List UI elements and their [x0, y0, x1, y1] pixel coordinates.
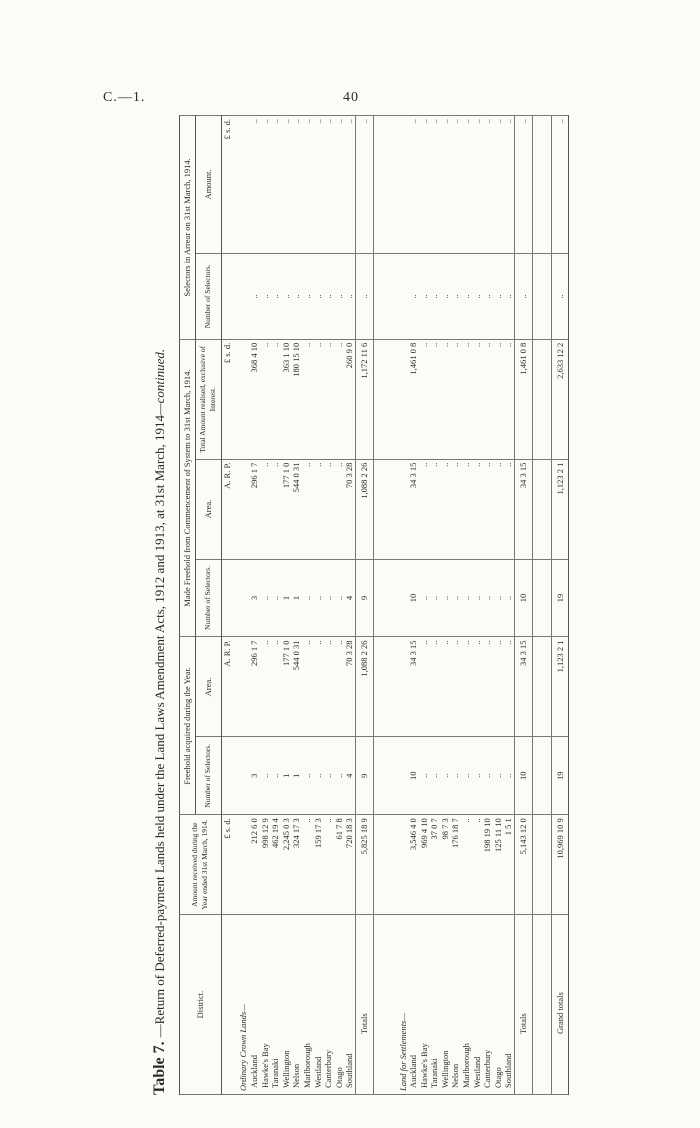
selectors-arrear-cell: .. [493, 253, 504, 339]
selectors-comm-cell: .. [440, 559, 451, 637]
amount-received-cell: 198 19 10 [482, 815, 493, 915]
area-year-cell: 296 1 7 [249, 637, 260, 737]
total-realised-cell: 363 1 10 [281, 339, 292, 459]
selectors-comm-cell: .. [482, 559, 493, 637]
area-year-cell: .. [450, 637, 461, 737]
amount-arrear-cell: .. [429, 116, 440, 254]
amount-received-cell: 1 5 1 [503, 815, 514, 915]
amount-arrear-cell: .. [482, 116, 493, 254]
table-row [344, 116, 355, 1095]
area-year-cell: 1,123 2 1 [551, 637, 569, 737]
selectors-year-cell: 9 [355, 737, 373, 815]
amount-arrear-cell: .. [503, 116, 514, 254]
col-number-selectors-comm: Number of Selectors. [195, 559, 221, 637]
selectors-arrear-cell: .. [302, 253, 313, 339]
area-year-cell: .. [302, 637, 313, 737]
area-comm-cell: .. [323, 459, 334, 559]
area-comm-cell: .. [450, 459, 461, 559]
selectors-comm-cell: 4 [344, 559, 355, 637]
amount-received-cell: 98 7 3 [440, 815, 451, 915]
col-amount-received: Amount received during the Year ended 31st March, 1914. [180, 815, 222, 915]
selectors-comm-cell: .. [334, 559, 345, 637]
col-amount-arrear: Amount. [195, 116, 221, 254]
units-lsd: £ s. d. [221, 815, 232, 915]
area-comm-cell: 544 0 31 [291, 459, 302, 559]
amount-received-cell: 61 7 8 [334, 815, 345, 915]
selectors-year-cell: .. [419, 737, 430, 815]
col-group-commencement: Made Freehold from Commencement of System to 31st March, 1914. [180, 339, 196, 637]
amount-arrear-cell: .. [313, 116, 324, 254]
area-comm-cell: .. [482, 459, 493, 559]
amount-received-cell: 5,143 12 0 [515, 815, 533, 915]
area-comm-cell: .. [493, 459, 504, 559]
area-comm-cell: 34 3 15 [408, 459, 419, 559]
total-realised-cell: .. [472, 339, 483, 459]
total-realised-cell: .. [482, 339, 493, 459]
area-year-cell: 34 3 15 [515, 637, 533, 737]
section-heading: Land for Settlements— [392, 915, 409, 1095]
total-realised-cell: .. [270, 339, 281, 459]
total-realised-cell: .. [260, 339, 271, 459]
selectors-arrear-cell: .. [450, 253, 461, 339]
area-comm-cell: .. [503, 459, 514, 559]
amount-arrear-cell: .. [302, 116, 313, 254]
area-year-cell: 177 1 0 [281, 637, 292, 737]
district-cell: Hawke's Bay [419, 915, 430, 1095]
area-year-cell: .. [429, 637, 440, 737]
selectors-year-cell: 1 [291, 737, 302, 815]
district-cell: Canterbury [323, 915, 334, 1095]
area-comm-cell: .. [440, 459, 451, 559]
area-comm-cell: .. [461, 459, 472, 559]
table-row [408, 116, 419, 1095]
selectors-comm-cell: .. [260, 559, 271, 637]
table-row [515, 116, 533, 1095]
total-realised-cell: .. [461, 339, 472, 459]
table-row [260, 116, 271, 1095]
amount-received-cell: 10,969 10 9 [551, 815, 569, 915]
total-realised-cell: .. [503, 339, 514, 459]
col-group-year: Freehold acquired during the Year. [180, 637, 196, 815]
amount-received-cell: 125 11 10 [493, 815, 504, 915]
table-row [323, 116, 334, 1095]
total-realised-cell: 368 4 10 [249, 339, 260, 459]
district-cell: Taranaki [429, 915, 440, 1095]
amount-received-cell: .. [302, 815, 313, 915]
selectors-year-cell: .. [270, 737, 281, 815]
section-heading-row [232, 116, 249, 1095]
table-caption [145, 115, 175, 1095]
district-cell: Totals [355, 915, 373, 1095]
total-realised-cell: .. [302, 339, 313, 459]
selectors-year-cell: .. [313, 737, 324, 815]
district-cell: Auckland [249, 915, 260, 1095]
area-comm-cell: 1,088 2 26 [355, 459, 373, 559]
selectors-arrear-cell: .. [344, 253, 355, 339]
district-cell: Westland [313, 915, 324, 1095]
selectors-year-cell: 3 [249, 737, 260, 815]
selectors-arrear-cell: .. [461, 253, 472, 339]
amount-arrear-cell: .. [461, 116, 472, 254]
table-row [493, 116, 504, 1095]
selectors-comm-cell: 1 [281, 559, 292, 637]
units-row [221, 116, 232, 1095]
amount-arrear-cell: .. [281, 116, 292, 254]
selectors-comm-cell: .. [313, 559, 324, 637]
area-year-cell: .. [472, 637, 483, 737]
area-year-cell: .. [260, 637, 271, 737]
amount-arrear-cell: .. [355, 116, 373, 254]
selectors-year-cell: .. [472, 737, 483, 815]
selectors-year-cell: 4 [344, 737, 355, 815]
table-row [302, 116, 313, 1095]
area-year-cell: .. [323, 637, 334, 737]
table-continued: —continued. [152, 348, 167, 415]
table-row [429, 116, 440, 1095]
area-year-cell: .. [503, 637, 514, 737]
selectors-comm-cell: .. [323, 559, 334, 637]
selectors-comm-cell: .. [503, 559, 514, 637]
selectors-comm-cell: .. [493, 559, 504, 637]
amount-received-cell: 462 19 4 [270, 815, 281, 915]
area-comm-cell: .. [313, 459, 324, 559]
table-row [503, 116, 514, 1095]
area-year-cell: .. [461, 637, 472, 737]
area-comm-cell: .. [472, 459, 483, 559]
selectors-arrear-cell: .. [429, 253, 440, 339]
table-row [270, 116, 281, 1095]
selectors-arrear-cell: .. [270, 253, 281, 339]
area-comm-cell: 34 3 15 [515, 459, 533, 559]
total-realised-cell: .. [493, 339, 504, 459]
total-realised-cell: .. [334, 339, 345, 459]
selectors-arrear-cell: .. [355, 253, 373, 339]
selectors-comm-cell: 9 [355, 559, 373, 637]
amount-received-cell: 2,245 0 3 [281, 815, 292, 915]
selectors-comm-cell: 3 [249, 559, 260, 637]
selectors-comm-cell: .. [461, 559, 472, 637]
selectors-arrear-cell: .. [551, 253, 569, 339]
table-row [419, 116, 430, 1095]
amount-received-cell: 324 17 3 [291, 815, 302, 915]
units-lsd: £ s. d. [221, 339, 232, 459]
col-number-selectors-arrear: Number of Selectors. [195, 253, 221, 339]
district-cell: Wellington [440, 915, 451, 1095]
col-number-selectors-year: Number of Selectors. [195, 737, 221, 815]
amount-arrear-cell: .. [450, 116, 461, 254]
amount-received-cell: 969 4 10 [419, 815, 430, 915]
selectors-comm-cell: .. [419, 559, 430, 637]
table-row [461, 116, 472, 1095]
selectors-arrear-cell: .. [419, 253, 430, 339]
area-year-cell: .. [270, 637, 281, 737]
col-group-arrear: Selectors in Arrear on 31st March, 1914. [180, 116, 196, 340]
amount-received-cell: .. [472, 815, 483, 915]
selectors-arrear-cell: .. [249, 253, 260, 339]
selectors-year-cell: .. [323, 737, 334, 815]
selectors-arrear-cell: .. [503, 253, 514, 339]
table-row [313, 116, 324, 1095]
amount-received-cell: 5,825 18 9 [355, 815, 373, 915]
table-row [355, 116, 373, 1095]
selectors-arrear-cell: .. [291, 253, 302, 339]
amount-arrear-cell: .. [260, 116, 271, 254]
selectors-arrear-cell: .. [440, 253, 451, 339]
section-heading: Ordinary Crown Lands— [232, 915, 249, 1095]
selectors-comm-cell: 1 [291, 559, 302, 637]
table-body [221, 116, 568, 1095]
area-year-cell: 544 0 31 [291, 637, 302, 737]
district-cell: Totals [515, 915, 533, 1095]
area-year-cell: 34 3 15 [408, 637, 419, 737]
amount-arrear-cell: .. [515, 116, 533, 254]
selectors-arrear-cell: .. [281, 253, 292, 339]
amount-arrear-cell: .. [440, 116, 451, 254]
table-number: Table 7. [151, 1041, 168, 1095]
total-realised-cell: 260 9 0 [344, 339, 355, 459]
selectors-comm-cell: .. [302, 559, 313, 637]
area-year-cell: 70 3 28 [344, 637, 355, 737]
amount-received-cell: .. [323, 815, 334, 915]
amount-received-cell: 998 12 9 [260, 815, 271, 915]
deferred-payment-table [179, 115, 569, 1095]
amount-received-cell: 159 17 3 [313, 815, 324, 915]
selectors-comm-cell: .. [270, 559, 281, 637]
amount-arrear-cell: .. [344, 116, 355, 254]
district-cell: Canterbury [482, 915, 493, 1095]
area-year-cell: .. [482, 637, 493, 737]
selectors-year-cell: .. [482, 737, 493, 815]
area-comm-cell: .. [302, 459, 313, 559]
total-realised-cell: 1,461 0 8 [515, 339, 533, 459]
amount-received-cell: 37 0 7 [429, 815, 440, 915]
col-district: District. [180, 915, 222, 1095]
district-cell: Southland [503, 915, 514, 1095]
selectors-year-cell: 10 [515, 737, 533, 815]
total-realised-cell: .. [419, 339, 430, 459]
selectors-year-cell: .. [461, 737, 472, 815]
selectors-year-cell: 10 [408, 737, 419, 815]
selectors-year-cell: .. [260, 737, 271, 815]
selectors-comm-cell: .. [429, 559, 440, 637]
document-reference: C.—1. [103, 90, 146, 105]
district-cell: Nelson [291, 915, 302, 1095]
area-year-cell: .. [313, 637, 324, 737]
district-cell: Nelson [450, 915, 461, 1095]
amount-received-cell: 720 18 3 [344, 815, 355, 915]
amount-arrear-cell: .. [408, 116, 419, 254]
selectors-arrear-cell: .. [515, 253, 533, 339]
amount-arrear-cell: .. [323, 116, 334, 254]
district-cell: Grand totals [551, 915, 569, 1095]
amount-arrear-cell: .. [270, 116, 281, 254]
col-area-year: Area. [195, 637, 221, 737]
selectors-arrear-cell: .. [472, 253, 483, 339]
district-cell: Westland [472, 915, 483, 1095]
total-realised-cell: 1,461 0 8 [408, 339, 419, 459]
amount-arrear-cell: .. [551, 116, 569, 254]
total-realised-cell: 2,633 12 2 [551, 339, 569, 459]
selectors-arrear-cell: .. [313, 253, 324, 339]
table-row [472, 116, 483, 1095]
district-cell: Taranaki [270, 915, 281, 1095]
selectors-arrear-cell: .. [334, 253, 345, 339]
area-comm-cell: .. [334, 459, 345, 559]
area-year-cell: .. [440, 637, 451, 737]
amount-arrear-cell: .. [334, 116, 345, 254]
area-comm-cell: 296 1 7 [249, 459, 260, 559]
selectors-year-cell: .. [429, 737, 440, 815]
selectors-year-cell: 19 [551, 737, 569, 815]
units-arp: A. R. P. [221, 459, 232, 559]
area-comm-cell: 70 3 28 [344, 459, 355, 559]
selectors-comm-cell: 19 [551, 559, 569, 637]
selectors-arrear-cell: .. [482, 253, 493, 339]
amount-arrear-cell: .. [493, 116, 504, 254]
page-number: 40 [343, 90, 359, 105]
selectors-year-cell: .. [450, 737, 461, 815]
amount-received-cell: .. [461, 815, 472, 915]
selectors-arrear-cell: .. [323, 253, 334, 339]
amount-received-cell: 212 6 0 [249, 815, 260, 915]
table-row [482, 116, 493, 1095]
col-total-realised: Total Amount realised, exclusive of Interest. [195, 339, 221, 459]
amount-arrear-cell: .. [472, 116, 483, 254]
district-cell: Marlborough [461, 915, 472, 1095]
section-heading-row [392, 116, 409, 1095]
amount-received-cell: 3,546 4 0 [408, 815, 419, 915]
district-cell: Southland [344, 915, 355, 1095]
area-comm-cell: .. [260, 459, 271, 559]
amount-arrear-cell: .. [291, 116, 302, 254]
table-row [281, 116, 292, 1095]
selectors-year-cell: .. [302, 737, 313, 815]
total-realised-cell: .. [450, 339, 461, 459]
area-year-cell: .. [419, 637, 430, 737]
total-realised-cell: .. [323, 339, 334, 459]
table-row [450, 116, 461, 1095]
area-comm-cell: .. [270, 459, 281, 559]
units-lsd: £ s. d. [221, 116, 232, 254]
selectors-comm-cell: .. [450, 559, 461, 637]
selectors-year-cell: .. [334, 737, 345, 815]
amount-arrear-cell: .. [419, 116, 430, 254]
amount-arrear-cell: .. [249, 116, 260, 254]
selectors-comm-cell: 10 [515, 559, 533, 637]
area-comm-cell: .. [419, 459, 430, 559]
district-cell: Otago [334, 915, 345, 1095]
district-cell: Otago [493, 915, 504, 1095]
selectors-comm-cell: .. [472, 559, 483, 637]
table-row [249, 116, 260, 1095]
selectors-year-cell: .. [440, 737, 451, 815]
total-realised-cell: 180 15 10 [291, 339, 302, 459]
table-row [551, 116, 569, 1095]
district-cell: Auckland [408, 915, 419, 1095]
district-cell: Wellington [281, 915, 292, 1095]
selectors-year-cell: .. [503, 737, 514, 815]
table-title: —Return of Deferred-payment Lands held under the Land Laws Amendment Acts, 1912 and 1913, at 31st March, 1914 [152, 414, 167, 1038]
district-cell: Marlborough [302, 915, 313, 1095]
selectors-arrear-cell: .. [260, 253, 271, 339]
area-year-cell: .. [334, 637, 345, 737]
units-arp: A. R. P. [221, 637, 232, 737]
district-cell: Hawke's Bay [260, 915, 271, 1095]
table-row [440, 116, 451, 1095]
total-realised-cell: 1,172 11 6 [355, 339, 373, 459]
area-comm-cell: .. [429, 459, 440, 559]
selectors-year-cell: 1 [281, 737, 292, 815]
table-row [291, 116, 302, 1095]
rotated-table-sheet [145, 115, 575, 1095]
selectors-arrear-cell: .. [408, 253, 419, 339]
total-realised-cell: .. [313, 339, 324, 459]
total-realised-cell: .. [429, 339, 440, 459]
total-realised-cell: .. [440, 339, 451, 459]
area-year-cell: 1,088 2 26 [355, 637, 373, 737]
selectors-comm-cell: 10 [408, 559, 419, 637]
amount-received-cell: 176 18 7 [450, 815, 461, 915]
area-comm-cell: 177 1 0 [281, 459, 292, 559]
col-area-comm: Area. [195, 459, 221, 559]
table-row [334, 116, 345, 1095]
selectors-year-cell: .. [493, 737, 504, 815]
area-year-cell: .. [493, 637, 504, 737]
area-comm-cell: 1,123 2 1 [551, 459, 569, 559]
